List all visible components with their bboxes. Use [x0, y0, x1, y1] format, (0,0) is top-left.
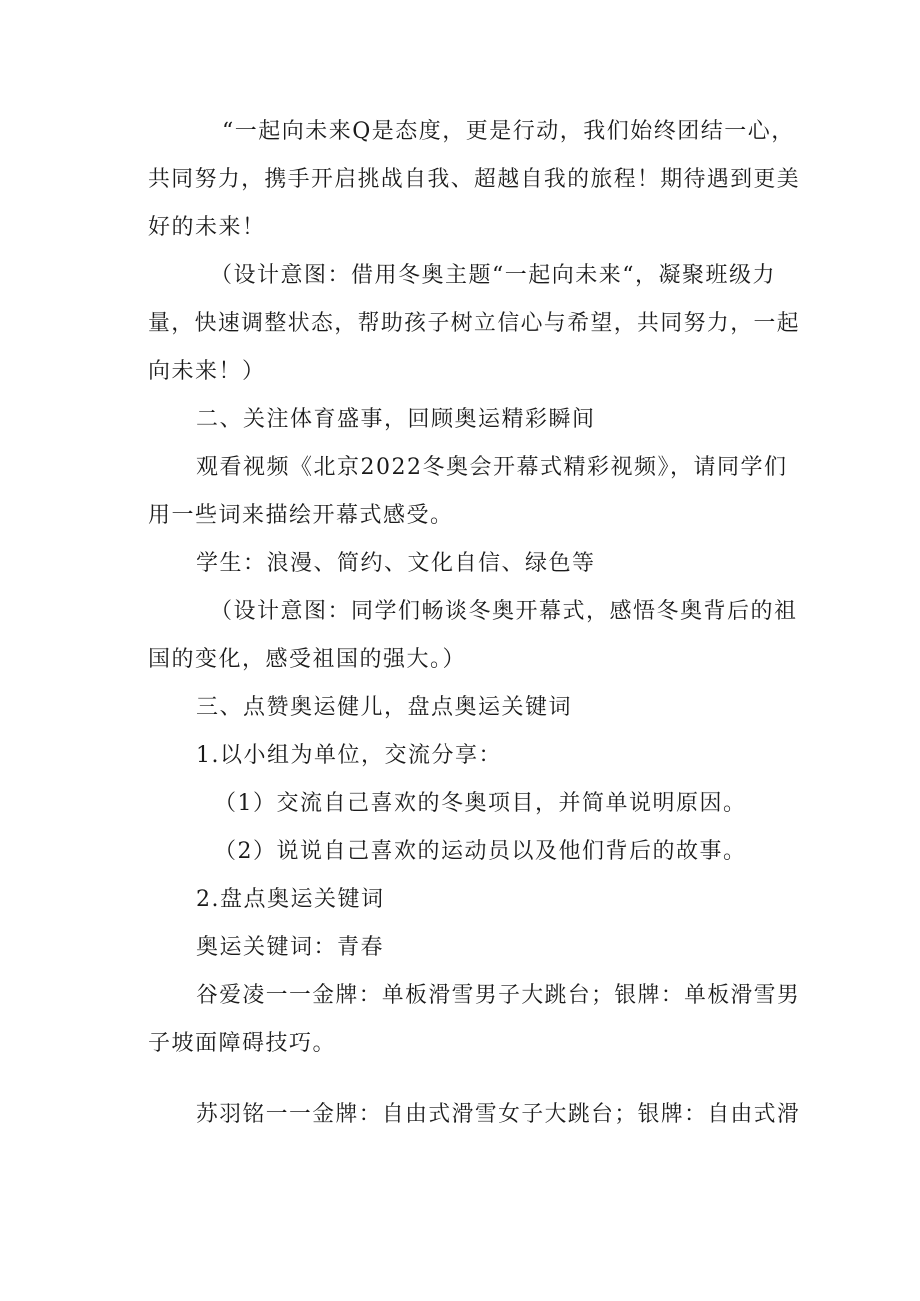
design-intent-1-line-2: 量，快速调整状态，帮助孩子树立信心与希望，共同努力，一起 — [148, 311, 801, 336]
athlete-gu-line-2: 子坡面障碍技巧。 — [148, 1031, 337, 1056]
list-item-2: 2.盘点奥运关键词 — [196, 887, 385, 912]
student-answer: 学生：浪漫、简约、文化自信、绿色等 — [196, 551, 596, 576]
sub-item-2: （2）说说自己喜欢的运动员以及他们背后的故事。 — [214, 839, 747, 864]
design-intent-1-line-1: （设计意图：借用冬奥主题“一起向未来“，凝聚班级力 — [210, 263, 776, 288]
design-intent-1-line-3: 向未来！） — [148, 359, 266, 384]
paragraph-motto-line-3: 好的未来！ — [148, 215, 266, 240]
design-intent-2-line-2: 国的变化，感受祖国的强大。） — [148, 647, 467, 672]
keyword-label: 奥运关键词：青春 — [196, 935, 385, 960]
sub-item-1: （1）交流自己喜欢的冬奥项目，并简单说明原因。 — [214, 791, 747, 816]
video-paragraph-line-2: 用一些词来描绘开幕式感受。 — [148, 503, 454, 528]
design-intent-2-line-1: （设计意图：同学们畅谈冬奥开幕式，感悟冬奥背后的祖 — [210, 599, 798, 624]
video-paragraph-line-1: 观看视频《北京2022冬奥会开幕式精彩视频》，请同学们 — [196, 455, 788, 480]
paragraph-motto-line-2: 共同努力，携手开启挑战自我、超越自我的旅程！期待遇到更美 — [148, 167, 801, 192]
section-heading-2: 二、关注体育盛事，回顾奥运精彩瞬间 — [196, 407, 596, 432]
athlete-gu-line-1: 谷爱凌一一金牌：单板滑雪男子大跳台；银牌：单板滑雪男 — [196, 983, 801, 1008]
paragraph-motto-line-1: “一起向未来Q是态度，更是行动，我们始终团结一心， — [222, 119, 795, 144]
list-item-1: 1.以小组为单位，交流分享： — [196, 743, 502, 768]
athlete-su-line-1: 苏羽铭一一金牌：自由式滑雪女子大跳台；银牌：自由式滑 — [196, 1102, 801, 1127]
section-heading-3: 三、点赞奥运健儿，盘点奥运关键词 — [196, 695, 573, 720]
